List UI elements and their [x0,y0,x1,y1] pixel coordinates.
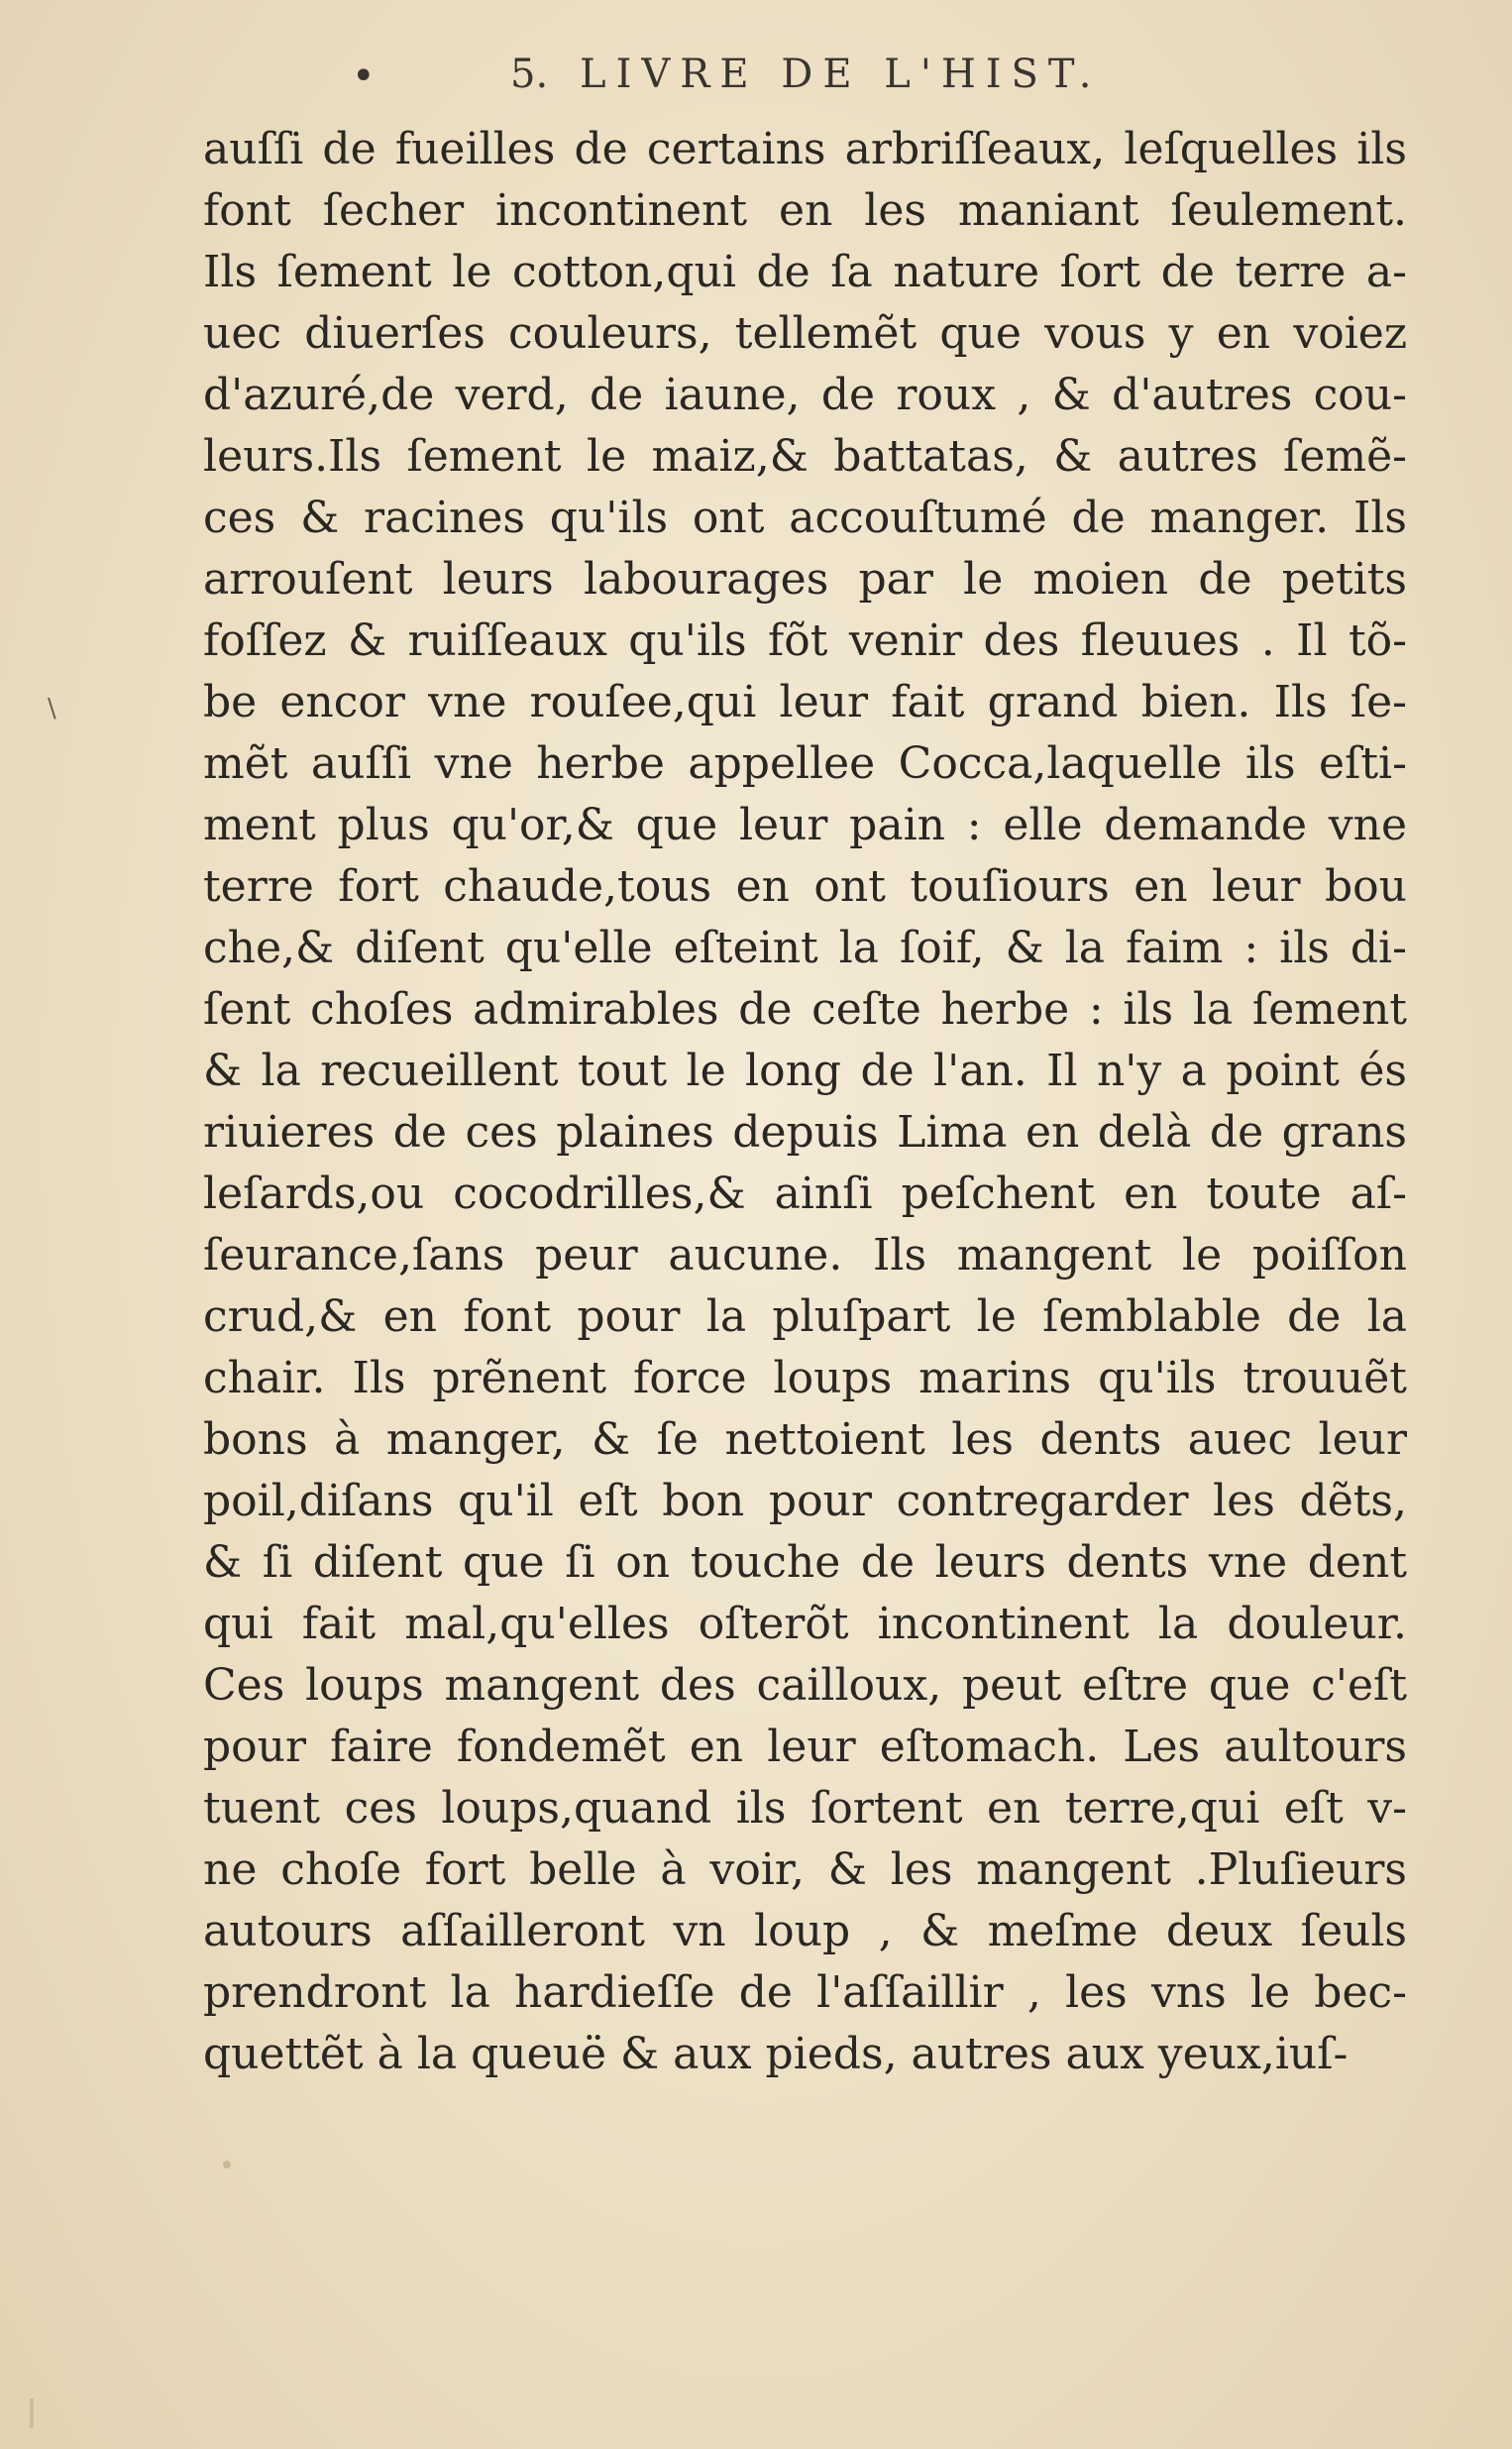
text-line: leſards,ou cocodrilles,& ainſi peſchent en toute aſ- [203,1169,1407,1219]
text-line: riuieres de ces plaines depuis Lima en delà de grans [203,1107,1407,1158]
text-line: arrouſent leurs labourages par le moien de petits [203,554,1407,605]
text-line: & la recueillent tout le long de l'an. Il n'y a point és [203,1046,1407,1096]
text-line: che,& diſent qu'elle eſteint la ſoif, & la faim : ils di- [203,923,1407,973]
text-line: quettẽt à la queuë & aux pieds, autres aux yeux,iuſ- [203,2029,1349,2079]
text-line: pour faire fondemẽt en leur eſtomach. Les aultours [203,1722,1407,1772]
text-line: uec diuerſes couleurs, tellemẽt que vous y en voiez [203,308,1407,359]
text-line: auſſi de fueilles de certains arbriſſeaux, leſquelles ils [203,124,1407,174]
text-line: chair. Ils prẽnent force loups marins qu'ils trouuẽt [203,1353,1407,1403]
text-line: bons à manger, & ſe nettoient les dents auec leur [203,1414,1407,1465]
text-line: qui fait mal,qu'elles oſterõt incontinent la douleur. [203,1599,1407,1649]
text-line: font ſecher incontinent en les maniant ſeulement. [203,185,1407,236]
foxing-mark [30,2398,34,2428]
text-line: tuent ces loups,quand ils ſortent en terre,qui eſt v- [203,1783,1407,1834]
foxing-spot [223,2161,231,2169]
text-line: ſeurance,ſans peur aucune. Ils mangent le poiſſon [203,1230,1407,1280]
text-line: leurs.Ils ſement le maiz,& battatas, & autres ſemẽ- [203,431,1407,482]
text-line: ment plus qu'or,& que leur pain : elle demande vne [203,800,1407,850]
margin-mark: \ [48,694,56,724]
text-line: prendront la hardieſſe de l'aſſaillir , les vns le bec- [203,1967,1407,2018]
text-line: mẽt auſſi vne herbe appellee Cocca,laquelle ils eſti- [203,738,1407,789]
page-number: 5. [510,52,549,97]
running-title: LIVRE DE L'HIST. [580,52,1102,97]
text-line: poil,diſans qu'il eſt bon pour contregarder les dẽts, [203,1476,1407,1526]
text-line: autours aſſailleront vn loup , & meſme deux ſeuls [203,1906,1407,1956]
body-text [203,119,1407,2085]
text-line: ſent choſes admirables de ceſte herbe : ils la ſement [203,984,1407,1035]
text-line: foſſez & ruiſſeaux qu'ils fõt venir des fleuues . Il tõ- [203,615,1407,666]
text-line: Ces loups mangent des cailloux, peut eſtre que c'eſt [203,1660,1407,1711]
text-line: ces & racines qu'ils ont accouſtumé de manger. Ils [203,493,1407,543]
text-line: be encor vne rouſee,qui leur fait grand bien. Ils ſe- [203,677,1407,727]
text-line: ne choſe fort belle à voir, & les mangent .Pluſieurs [203,1844,1407,1895]
head-dot: • [352,54,376,99]
text-line: d'azuré,de verd, de iaune, de roux , & d'autres cou- [203,370,1407,420]
text-line: terre fort chaude,tous en ont touſiours en leur bou [203,861,1407,912]
text-line: & ſi diſent que ſi on touche de leurs dents vne dent [203,1537,1407,1588]
text-line: crud,& en font pour la pluſpart le ſemblable de la [203,1291,1407,1342]
text-line: Ils ſement le cotton,qui de ſa nature ſort de terre a- [203,247,1407,297]
